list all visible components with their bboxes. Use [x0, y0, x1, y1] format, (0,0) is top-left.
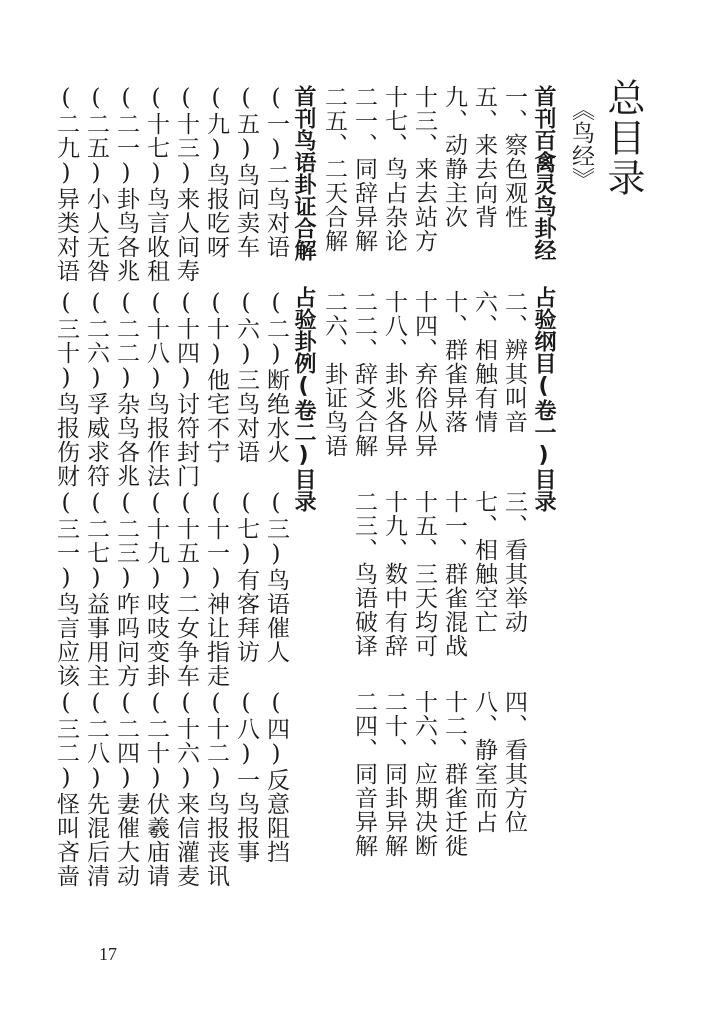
toc-entry: (二二)杂鸟各兆	[113, 290, 139, 488]
toc-entry: 一、察色观性	[501, 85, 527, 229]
toc-entry: 九、动静主次	[441, 85, 467, 229]
toc-entry: (二)断绝水火	[263, 290, 289, 464]
toc-entry: (三十)鸟报伤财	[53, 290, 79, 488]
toc-entry: 十九、数中有辞	[381, 490, 407, 658]
toc-entry: 七、相触空亡	[471, 490, 497, 634]
toc-entry: (四)反意阻挡	[263, 690, 289, 864]
toc-entry: (十二)鸟报丧讯	[203, 690, 229, 888]
toc-entry: (十)他宅不宁	[203, 290, 229, 464]
toc-entry: 六、相触有情	[471, 290, 497, 434]
toc-entry: 二四、同音异解	[351, 690, 377, 858]
toc-entry: (九)鸟报吃呀	[203, 85, 229, 259]
toc-entry: (八)一鸟报事	[233, 690, 259, 864]
toc-entry: 十三、来去站方	[411, 85, 437, 253]
toc-entry: 十七、鸟占杂论	[381, 85, 407, 253]
toc-entry: (二七)益事用主	[83, 490, 109, 688]
toc-entry: (二九)异类对语	[53, 85, 79, 283]
toc-entry: 二二、辞爻合解	[351, 290, 377, 458]
toc-entry: 十四、弃俗从异	[411, 290, 437, 458]
toc-entry: (一)二鸟对语	[263, 85, 289, 259]
toc-entry: (三二)怪叫吝啬	[53, 690, 79, 888]
toc-entry: 十一、群雀混战	[441, 490, 467, 658]
toc-entry: 五、来去向背	[471, 85, 497, 229]
toc-entry: 二五、二天合解	[321, 85, 347, 253]
toc-entry: 二十、同卦异解	[381, 690, 407, 858]
toc-entry: (三一)鸟言应该	[53, 490, 79, 688]
page-number: 17	[99, 944, 117, 964]
toc-entry: 二、辨其叫音	[501, 290, 527, 434]
toc-entry: (三)鸟语催人	[263, 490, 289, 664]
toc-entry: (二十)伏羲庙请	[143, 690, 169, 888]
toc-entry: (十七)鸟言收租	[143, 85, 169, 283]
page-title: 总目录	[601, 78, 645, 198]
section-heading-vol1: 首刊百禽灵鸟卦经 占验纲目(卷一)目录	[531, 85, 556, 512]
toc-entry: (十一)神让指走	[203, 490, 229, 688]
section-heading-vol2: 首刊鸟语卦证合解 占验卦例(卷二)目录	[291, 85, 316, 512]
toc-entry: (二四)妻催大动	[113, 690, 139, 888]
toc-entry: (十四)讨符封门	[173, 290, 199, 488]
toc-entry: 二一、同辞异解	[351, 85, 377, 253]
toc-entry: (二五)小人无咎	[83, 85, 109, 283]
toc-entry: (十三)来人问寿	[173, 85, 199, 283]
toc-entry: 十、群雀异落	[441, 290, 467, 434]
toc-entry: (十九)吱吱变卦	[143, 490, 169, 688]
toc-entry: 十八、卦兆各异	[381, 290, 407, 458]
toc-entry: 十二、群雀迁徙	[441, 690, 467, 858]
toc-entry: 八、静室而占	[471, 690, 497, 834]
toc-entry: (十六)来信灌麦	[173, 690, 199, 888]
toc-entry: 二三、鸟语破译	[351, 490, 377, 658]
toc-entry: 四、看其方位	[501, 690, 527, 834]
toc-entry: (二六)孚威求符	[83, 290, 109, 488]
toc-entry: (七)有客拜访	[233, 490, 259, 664]
toc-entry: (二一)卦鸟各兆	[113, 85, 139, 283]
toc-entry: (十五)二女争车	[173, 490, 199, 688]
toc-entry: (五)鸟问卖车	[233, 85, 259, 259]
toc-entry: (十八)鸟报作法	[143, 290, 169, 488]
toc-entry: 二六、卦证鸟语	[321, 290, 347, 458]
toc-entry: 十六、应期决断	[411, 690, 437, 858]
toc-entry: (二三)咋吗问方	[113, 490, 139, 688]
toc-entry: 十五、三天均可	[411, 490, 437, 658]
toc-entry: (二八)先混后清	[83, 690, 109, 888]
toc-entry: 三、看其举动	[501, 490, 527, 634]
toc-entry: (六)三鸟对语	[233, 290, 259, 464]
book-title: 《鸟经》	[568, 98, 594, 190]
